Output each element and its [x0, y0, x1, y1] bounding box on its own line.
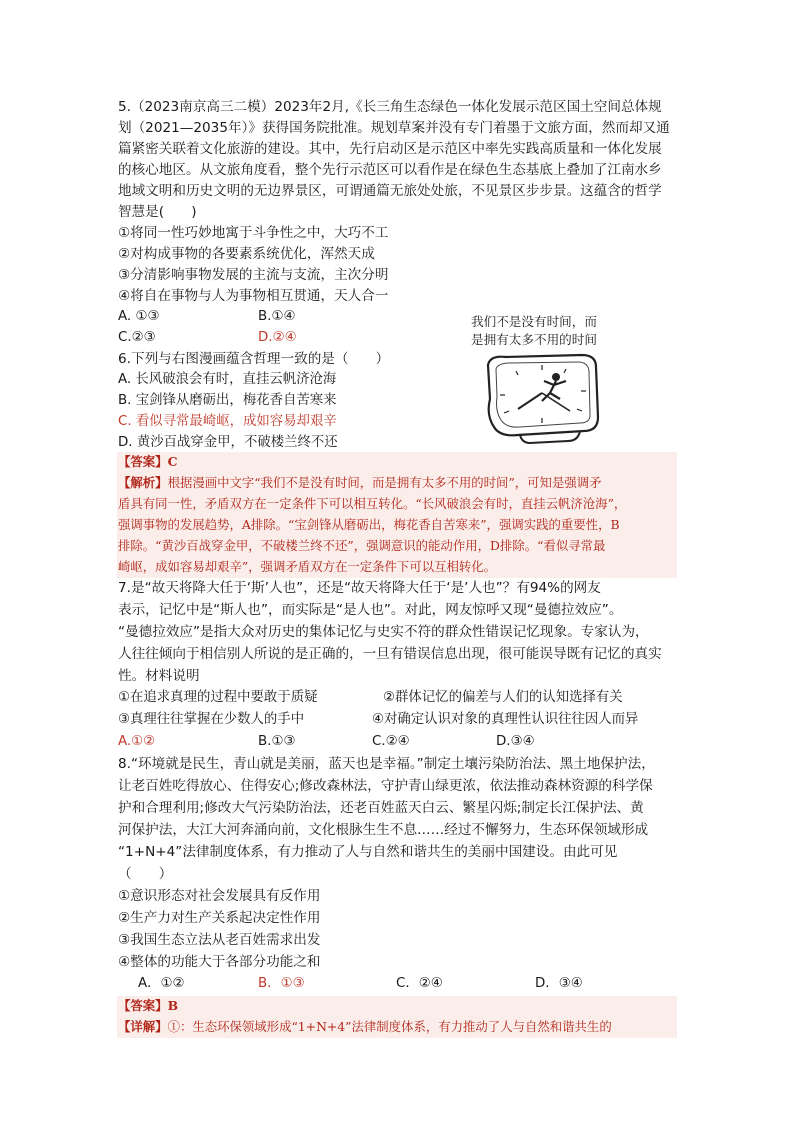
cartoon-caption-line-2: 是拥有太多不用的时间	[471, 332, 597, 347]
q5-item-3: ③分清影响事物发展的主流与支流，主次分明	[118, 267, 389, 283]
detail-tag: 【详解】	[118, 1019, 168, 1034]
q7-item-1: ①在追求真理的过程中要敢于质疑	[118, 690, 318, 705]
q5-stem-line-1: 5.（2023南京高三二模）2023年2月,《长三角生态绿色一体化发展示范区国土空间总体规	[118, 99, 662, 115]
q7-item-4: ④对确定认识对象的真理性认识往往因人而异	[372, 712, 639, 727]
q8-option-d: D．③④	[535, 976, 583, 991]
q5-item-4: ④将自在事物与人为事物相互贯通，天人合一	[118, 288, 389, 304]
detail-text: ①：生态环保领域形成“1+N+4”法律制度体系，有力推动了人与自然和谐共生的	[167, 1019, 612, 1034]
q6-analysis-line-1	[118, 473, 602, 493]
q6-option-c: C. 看似寻常最崎岖，成如容易却艰辛	[118, 414, 337, 429]
q5-stem-line-4: 的核心地区。从文旅角度看，整个先行示范区可以看作是在绿色生态基底上叠加了江南水乡	[118, 162, 662, 178]
q6-analysis-line-2: 盾具有同一性，矛盾双方在一定条件下可以相互转化。“长风破浪会有时，直挂云帆济沧海”，	[118, 496, 627, 511]
q5-option-d: D.②④	[258, 330, 297, 345]
q5-item-1: ①将同一性巧妙地寓于斗争性之中，大巧不工	[118, 225, 389, 241]
q5-option-b: B.①④	[258, 309, 296, 324]
q8-item-2: ②生产力对生产关系起决定性作用	[118, 910, 321, 926]
q6-answer: C	[167, 454, 178, 469]
q5-stem-line-2: 划（2021—2035年）》获得国务院批准。规划草案并没有专门着墨于文旅方面，然而却又通	[118, 120, 670, 136]
q6-answer-line	[118, 452, 177, 472]
q5-stem-line-6: 智慧是( )	[118, 204, 197, 220]
q8-answer-line	[118, 996, 178, 1016]
q8-option-b: B．①③	[258, 976, 305, 991]
q7-option-a: A.①②	[118, 734, 156, 749]
q7-stem-line-4: 人往往倾向于相信别人所说的是正确的，一旦有错误信息出现，很可能误导既有记忆的真实	[118, 646, 662, 662]
q8-stem-line-6: （ ）	[118, 866, 173, 882]
q8-item-4: ④整体的功能大于各部分功能之和	[118, 954, 321, 970]
q8-stem-line-2: 让老百姓吃得放心、住得安心;修改森林法，守护青山绿更浓，依法推动森林资源的科学保	[118, 778, 653, 794]
q8-item-3: ③我国生态立法从老百姓需求出发	[118, 932, 321, 948]
q8-option-c: C．②④	[396, 976, 443, 991]
q6-analysis-line-4: 排除。“黄沙百战穿金甲，不破楼兰终不还”，强调意识的能动作用，D排除。“看似寻常最	[118, 538, 606, 553]
q5-stem-line-5: 地域文明和历史文明的无边界景区，可谓通篇无旅处处旅，不见景区步步景。这蕴含的哲学	[118, 183, 662, 199]
q6-stem: 6.下列与右图漫画蕴含哲理一致的是（ ）	[118, 351, 390, 367]
q6-option-b: B. 宝剑锋从磨砺出，梅花香自苦寒来	[118, 393, 337, 408]
analysis-text: 根据漫画中文字“我们不是没有时间，而是拥有太多不用的时间”，可知是强调矛	[167, 475, 602, 490]
q7-stem-line-1: 7.是“故天将降大任于‘斯’人也”，还是“故天将降大任于‘是’人也”？有94%的网友	[118, 580, 601, 596]
q7-stem-line-2: 表示，记忆中是“斯人也”，而实际是“是人也”。对此，网友惊呼又现“曼德拉效应”。	[118, 602, 623, 618]
q7-item-2: ②群体记忆的偏差与人们的认知选择有关	[383, 690, 623, 705]
q7-option-d: D.③④	[496, 734, 535, 749]
q7-item-3: ③真理往往掌握在少数人的手中	[118, 712, 305, 727]
q8-detail-line	[118, 1017, 612, 1037]
q6-option-d: D. 黄沙百战穿金甲，不破楼兰终不还	[118, 435, 338, 450]
q8-answer: B	[167, 998, 179, 1013]
q6-analysis-line-3: 强调事物的发展趋势，A排除。“宝剑锋从磨砺出，梅花香自苦寒来”，强调实践的重要性，B	[118, 517, 620, 532]
q8-stem-line-1: 8.“环境就是民生，青山就是美丽，蓝天也是幸福。”制定土壤污染防治法、黑土地保护法，	[118, 756, 655, 772]
q5-option-a: A. ①③	[118, 309, 160, 324]
q8-stem-line-4: 河保护法，大江大河奔涌向前，文化根脉生生不息……经过不懈努力，生态环保领域形成	[118, 822, 649, 838]
analysis-tag: 【解析】	[118, 475, 168, 490]
q7-option-c: C.②④	[372, 734, 410, 749]
cartoon-caption-line-1: 我们不是没有时间，而	[471, 314, 597, 329]
q8-item-1: ①意识形态对社会发展具有反作用	[118, 888, 321, 904]
q6-analysis-line-5: 崎岖，成如容易却艰辛”，强调矛盾双方在一定条件下可以互相转化。	[118, 559, 497, 574]
q5-option-c: C.②③	[118, 330, 156, 345]
answer-tag: 【答案】	[118, 998, 168, 1013]
q8-stem-line-5: “1+N+4”法律制度体系，有力推动了人与自然和谐共生的美丽中国建设。由此可见	[118, 844, 618, 860]
q7-stem-line-5: 性。材料说明	[118, 668, 200, 684]
q8-stem-line-3: 护和合理利用;修改大气污染防治法，还老百姓蓝天白云、繁星闪烁;制定长江保护法、黄	[118, 800, 644, 816]
answer-tag: 【答案】	[118, 454, 168, 469]
q7-stem-line-3: “曼德拉效应”是指大众对历史的集体记忆与史实不符的群众性错误记忆现象。专家认为，	[118, 624, 649, 640]
q5-item-2: ②对构成事物的各要素系统优化，浑然天成	[118, 246, 375, 262]
q7-option-b: B.①③	[258, 734, 296, 749]
q6-option-a: A. 长风破浪会有时，直挂云帆济沧海	[118, 372, 337, 387]
q5-stem-line-3: 篇紧密关联着文化旅游的建设。其中，先行启动区是示范区中率先实践高质量和一体化发展	[118, 141, 662, 157]
melting-clock-cartoon	[478, 351, 608, 445]
q8-option-a: A．①②	[138, 976, 185, 991]
